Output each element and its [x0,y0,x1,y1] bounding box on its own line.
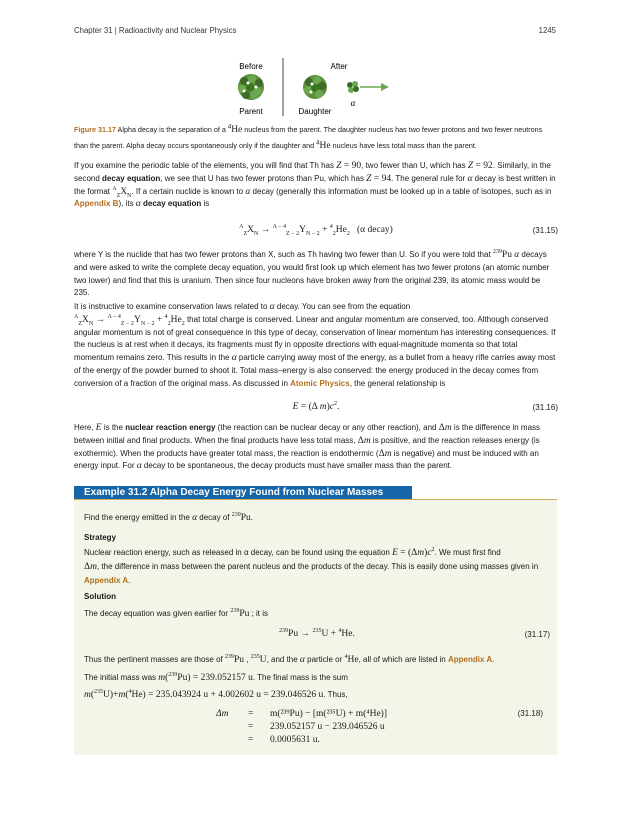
example-title: Example 31.2 Alpha Decay Energy Found from Nuclear Masses [74,486,412,500]
equation-31-16: E = (Δ $m)c^2$. (31.16) [292,400,558,412]
appendix-a-link-2[interactable]: Appendix A [447,655,493,664]
appendix-a-link[interactable]: Appendix A [84,576,129,585]
solution-masses-text: Thus the pertinent masses are those of $^{239}$Pu , $^{235}$U, and the α particle or $^4$He, all of which are listed in Appendix A. [84,653,495,665]
after-label: After [330,62,348,71]
solution-decay-text: The decay equation was given earlier for $^{239}$Pu ; it is [84,607,269,619]
alpha-decay-diagram [225,58,405,120]
daughter-nucleus [303,75,327,99]
daughter-label: Daughter [298,107,332,116]
equation-31-18: Δm = m(²³⁹Pu) − [m(²³⁵U) + m(⁴He)] = 239.052157 u − 239.046526 u = 0.0005631 u. (31.18) [216,709,543,745]
paragraph-pu-example: where Y is the nuclide that has two fewer protons than X, such as Th having two fewer than U. So if you were told that $^{239}$Pu α decays and were asked to write the complete decay equation, you would first look up which element has two fewer protons (an atomic number two lower) and find that this is uranium. Then since four nucleons have broken away from the original 239, its atomic mass would be 235. [74,248,550,298]
paragraph-reaction-energy: Here, E is the nuclear reaction energy (the reaction can be nuclear decay or any other reaction), and Δm is the difference in mass between initial and final products. When the final products have less total mass, Δm is positive, and the reaction releases energy (is exothermic). When the products have greater total mass, the reaction is endothermic (Δm is negative) and must be induced with an energy input. For α decay to be spontaneous, the decay products must have smaller mass than the parent. [74,423,541,472]
solution-initial-mass: The initial mass was m($^{239}$Pu) = 239.052157 u. The final mass is the sum [84,671,348,683]
chapter-title: Chapter 31 | Radioactivity and Nuclear Physics [74,26,237,35]
appendix-b-link[interactable]: Appendix B [74,199,119,209]
figure-caption: Figure 31.17 Alpha decay is the separation of a $^4$He nucleus from the parent. The daughter nucleus has two fewer protons and two fewer neutrons than the parent. Alpha decay occurs spontaneously only if the daughter and $^4$He nucleus have less total mass than the parent. [74,124,543,151]
parent-label: Parent [239,107,263,116]
page-number: 1245 [538,26,556,35]
equation-31-15: $^A_ZX_N \to ^{A - 4}_{Z - 2}Y_{N - 2} + ^4_2He_2$ (α decay) (31.15) [239,223,558,237]
page-header [74,26,556,35]
strategy-text: Nuclear reaction energy, such as released in α decay, can be found using the equation $E = (\Delta m)c^2$. We must first find Δm, the difference in mass between the parent nucleus and the products of the decay. This is easily done using masses given in Appendix A. [84,546,539,585]
alpha-decay-figure [225,58,405,120]
strategy-heading: Strategy [84,533,117,542]
atomic-physics-link[interactable]: Atomic Physics [290,378,350,388]
before-label: Before [239,62,263,71]
alpha-particle [347,81,359,93]
example-question: Find the energy emitted in the α decay of $^{239}$Pu. [84,511,254,523]
paragraph-conservation: It is instructive to examine conservation laws related to α decay. You can see from the equation $^A_ZX_N \to ^{A - 4}_{Z - 2}Y_{N - 2} + ^4_2He_2$ that total charge is conserved. Linear and angular momentum are conserved, too. Although conserved angular momentum is not of great consequence in this type of decay, conservation of linear momentum has interesting consequences. If the nucleus is at rest when it decays, its fragments must fly in opposite directions with equal-magnitude momenta so that total momentum remains zero. This results in the α particle carrying away most of the energy, as a bullet from a heavy rifle carries away most of the energy of the powder burned to shoot it. Total mass–energy is also conserved: the energy produced in the decay comes from conversion of a fraction of the original mass. As discussed in Atomic Physics, the general relationship is [74,302,556,388]
equation-31-17: $^{239}$Pu → $^{235}$U + $^4$He. (31.17) [279,627,550,639]
paragraph-periodic: If you examine the periodic table of the elements, you will find that Th has Z = 90, two fewer than U, which has Z = 92. Similarly, in the second decay equation, we see that U has two fewer protons than Pu, which has Z = 94. The general rule for α decay is best written in the format $^A_ZX_N$. If a certain nuclide is known to α decay (generally this information must be looked up in a table of isotopes, such as in Appendix B), its α decay equation is [74,161,556,210]
parent-nucleus [238,74,264,100]
alpha-label: α [350,98,356,108]
solution-heading: Solution [84,592,116,601]
solution-final-mass: m($^{235}$U)+m($^4$He) = 235.043924 u + 4.002602 u = 239.046526 u. Thus, [84,688,348,700]
alpha-arrow-head [381,83,389,91]
